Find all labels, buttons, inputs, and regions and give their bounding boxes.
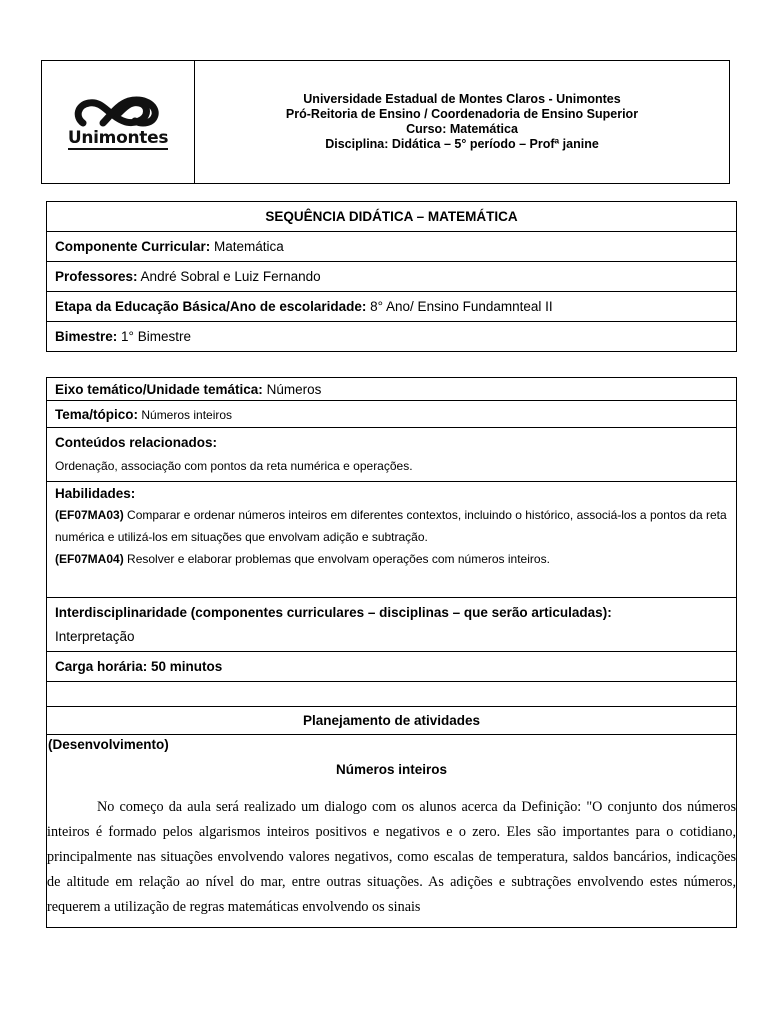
interdisciplinaridade-row: Interdisciplinaridade (componentes curriculares – disciplinas – que serão articuladas): Interpretação bbox=[47, 598, 737, 652]
course-name: Curso: Matemática bbox=[406, 122, 518, 136]
pro-reitoria: Pró-Reitoria de Ensino / Coordenadoria de Ensino Superior bbox=[285, 107, 639, 121]
university-name: Universidade Estadual de Montes Claros - Unimontes bbox=[303, 92, 621, 106]
tema-row: Tema/tópico: Números inteiros bbox=[47, 401, 737, 428]
conteudos-value: Ordenação, associação com pontos da reta numérica e operações. bbox=[55, 458, 413, 473]
habilidade-1: (EF07MA03) Comparar e ordenar números inteiros em diferentes contextos, incluindo o histórico, associá-los a pontos da reta numérica e utilizá-los em situações que envolvam adição e subtração. bbox=[55, 508, 727, 544]
sequence-title: SEQUÊNCIA DIDÁTICA – MATEMÁTICA bbox=[47, 202, 737, 232]
sequence-info-table bbox=[46, 201, 737, 352]
header-text bbox=[195, 61, 729, 183]
empty-row bbox=[47, 682, 737, 707]
unimontes-logo-icon bbox=[73, 95, 163, 129]
desenvolvimento-cell: (Desenvolvimento) Números inteiros No começo da aula será realizado um dialogo com os alunos acerca da Definição: "O conjunto dos números inteiros é formado pelos algarismos inteiros positivos e negativos e o zero. Eles são importantes para o cotidiano, principalmente nas situações envolvendo valores negativos, como escalas de temperatura, saldos bancários, indicações de altitude em relação ao nível do mar, entre outras situações. As adições e subtrações envolvendo estes números, requerem a utilização de regras matemáticas envolvendo os sinais bbox=[47, 735, 737, 928]
etapa-row: Etapa da Educação Básica/Ano de escolaridade: 8° Ano/ Ensino Fundamnteal II bbox=[47, 292, 737, 322]
discipline-name: Disciplina: Didática – 5° período – Profª janine bbox=[325, 137, 599, 151]
habilidades-row: Habilidades: (EF07MA03) Comparar e ordenar números inteiros em diferentes contextos, incluindo o histórico, associá-los a pontos da reta numérica e utilizá-los em situações que envolvam adição e subtração. (EF07MA04) Resolver e elaborar problemas que envolvam operações com números inteiros. bbox=[47, 482, 737, 598]
body-text: No começo da aula será realizado um dialogo com os alunos acerca da Definição: "O conjunto dos números inteiros é formado pelos algarismos inteiros positivos e negativos e o zero. Eles são importantes para o cotidiano, principalmente nas situações envolvendo valores negativos, como escalas de temperatura, saldos bancários, indicações de altitude em relação ao nível do mar, entre outras situações. As adições e subtrações envolvendo estes números, requerem a utilização de regras matemáticas envolvendo os sinais bbox=[47, 799, 736, 915]
document-header bbox=[41, 60, 730, 184]
activity-table bbox=[46, 377, 737, 928]
professores-row: Professores: André Sobral e Luiz Fernando bbox=[47, 262, 737, 292]
section-title: Números inteiros bbox=[335, 762, 448, 777]
logo-cell bbox=[42, 61, 195, 183]
bimestre-row: Bimestre: 1° Bimestre bbox=[47, 322, 737, 352]
eixo-row: Eixo temático/Unidade temática: Números bbox=[47, 378, 737, 401]
logo-text: Unimontes bbox=[67, 127, 169, 148]
conteudos-row: Conteúdos relacionados: Ordenação, associação com pontos da reta numérica e operações. bbox=[47, 428, 737, 482]
habilidade-2: (EF07MA04) Resolver e elaborar problemas que envolvam operações com números inteiros. bbox=[55, 552, 550, 566]
carga-horaria-row: Carga horária: 50 minutos bbox=[47, 652, 737, 682]
componente-curricular-row: Componente Curricular: Matemática bbox=[47, 232, 737, 262]
planejamento-title: Planejamento de atividades bbox=[47, 707, 737, 735]
